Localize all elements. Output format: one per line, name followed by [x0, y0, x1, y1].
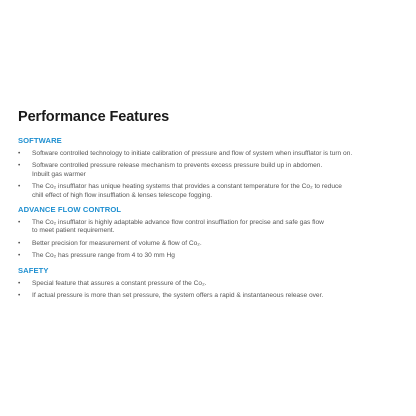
list-item — [18, 219, 400, 236]
section-software — [18, 136, 400, 200]
list-item — [18, 280, 400, 288]
features-content — [18, 108, 400, 305]
bullet-list-software — [18, 150, 400, 200]
section-heading-software: SOFTWARE — [18, 136, 62, 145]
bullet-text: Software controlled technology to initiate calibration of pressure and flow of system when insufflator is turn on. — [32, 150, 353, 157]
list-item — [18, 292, 400, 300]
bullet-text: If actual pressure is more than set pressure, the system offers a rapid & instantaneous release over. — [32, 292, 324, 300]
section-advance-flow-control — [18, 205, 400, 261]
bullet-text: Better precision for measurement of volume & flow of Co₂. — [32, 239, 202, 247]
bullet-text: to meet patient requirement. — [32, 227, 115, 235]
bullet-text: chill effect of high flow insufflation & lenses telescope fogging. — [32, 191, 213, 199]
bullet-icon: • — [18, 252, 21, 260]
section-heading-safety: SAFETY — [18, 265, 49, 275]
list-item — [18, 150, 400, 158]
bullet-list-safety — [18, 280, 400, 301]
list-item — [18, 162, 400, 179]
bullet-text: Special feature that assures a constant pressure of the Co₂. — [32, 279, 207, 287]
bullet-text: Software controlled pressure release mechanism to prevents excess pressure build up in abdomen. — [32, 162, 323, 170]
bullet-text: Inbuilt gas warmer — [32, 170, 86, 178]
bullet-text: The Co₂ insufflator has unique heating systems that provides a constant temperature for the Co₂ to reduce — [32, 183, 342, 191]
bullet-icon: • — [18, 162, 21, 170]
bullet-icon: • — [18, 150, 21, 157]
bullet-icon: • — [18, 292, 21, 300]
bullet-list-advance-flow-control — [18, 219, 400, 261]
section-safety — [18, 266, 400, 301]
page-title: Performance Features — [18, 109, 170, 125]
bullet-icon: • — [18, 279, 21, 287]
section-heading-advance-flow-control: ADVANCE FLOW CONTROL — [18, 205, 122, 215]
bullet-icon: • — [18, 239, 21, 247]
list-item — [18, 240, 400, 248]
bullet-text: The Co₂ has pressure range from 4 to 30 mm Hg — [32, 252, 175, 260]
list-item — [18, 183, 400, 200]
bullet-icon: • — [18, 183, 21, 191]
bullet-text: The Co₂ insufflator is highly adaptable advance flow control insufflation for precise and safe gas flow — [32, 219, 324, 227]
bullet-icon: • — [18, 219, 21, 227]
list-item — [18, 252, 400, 260]
